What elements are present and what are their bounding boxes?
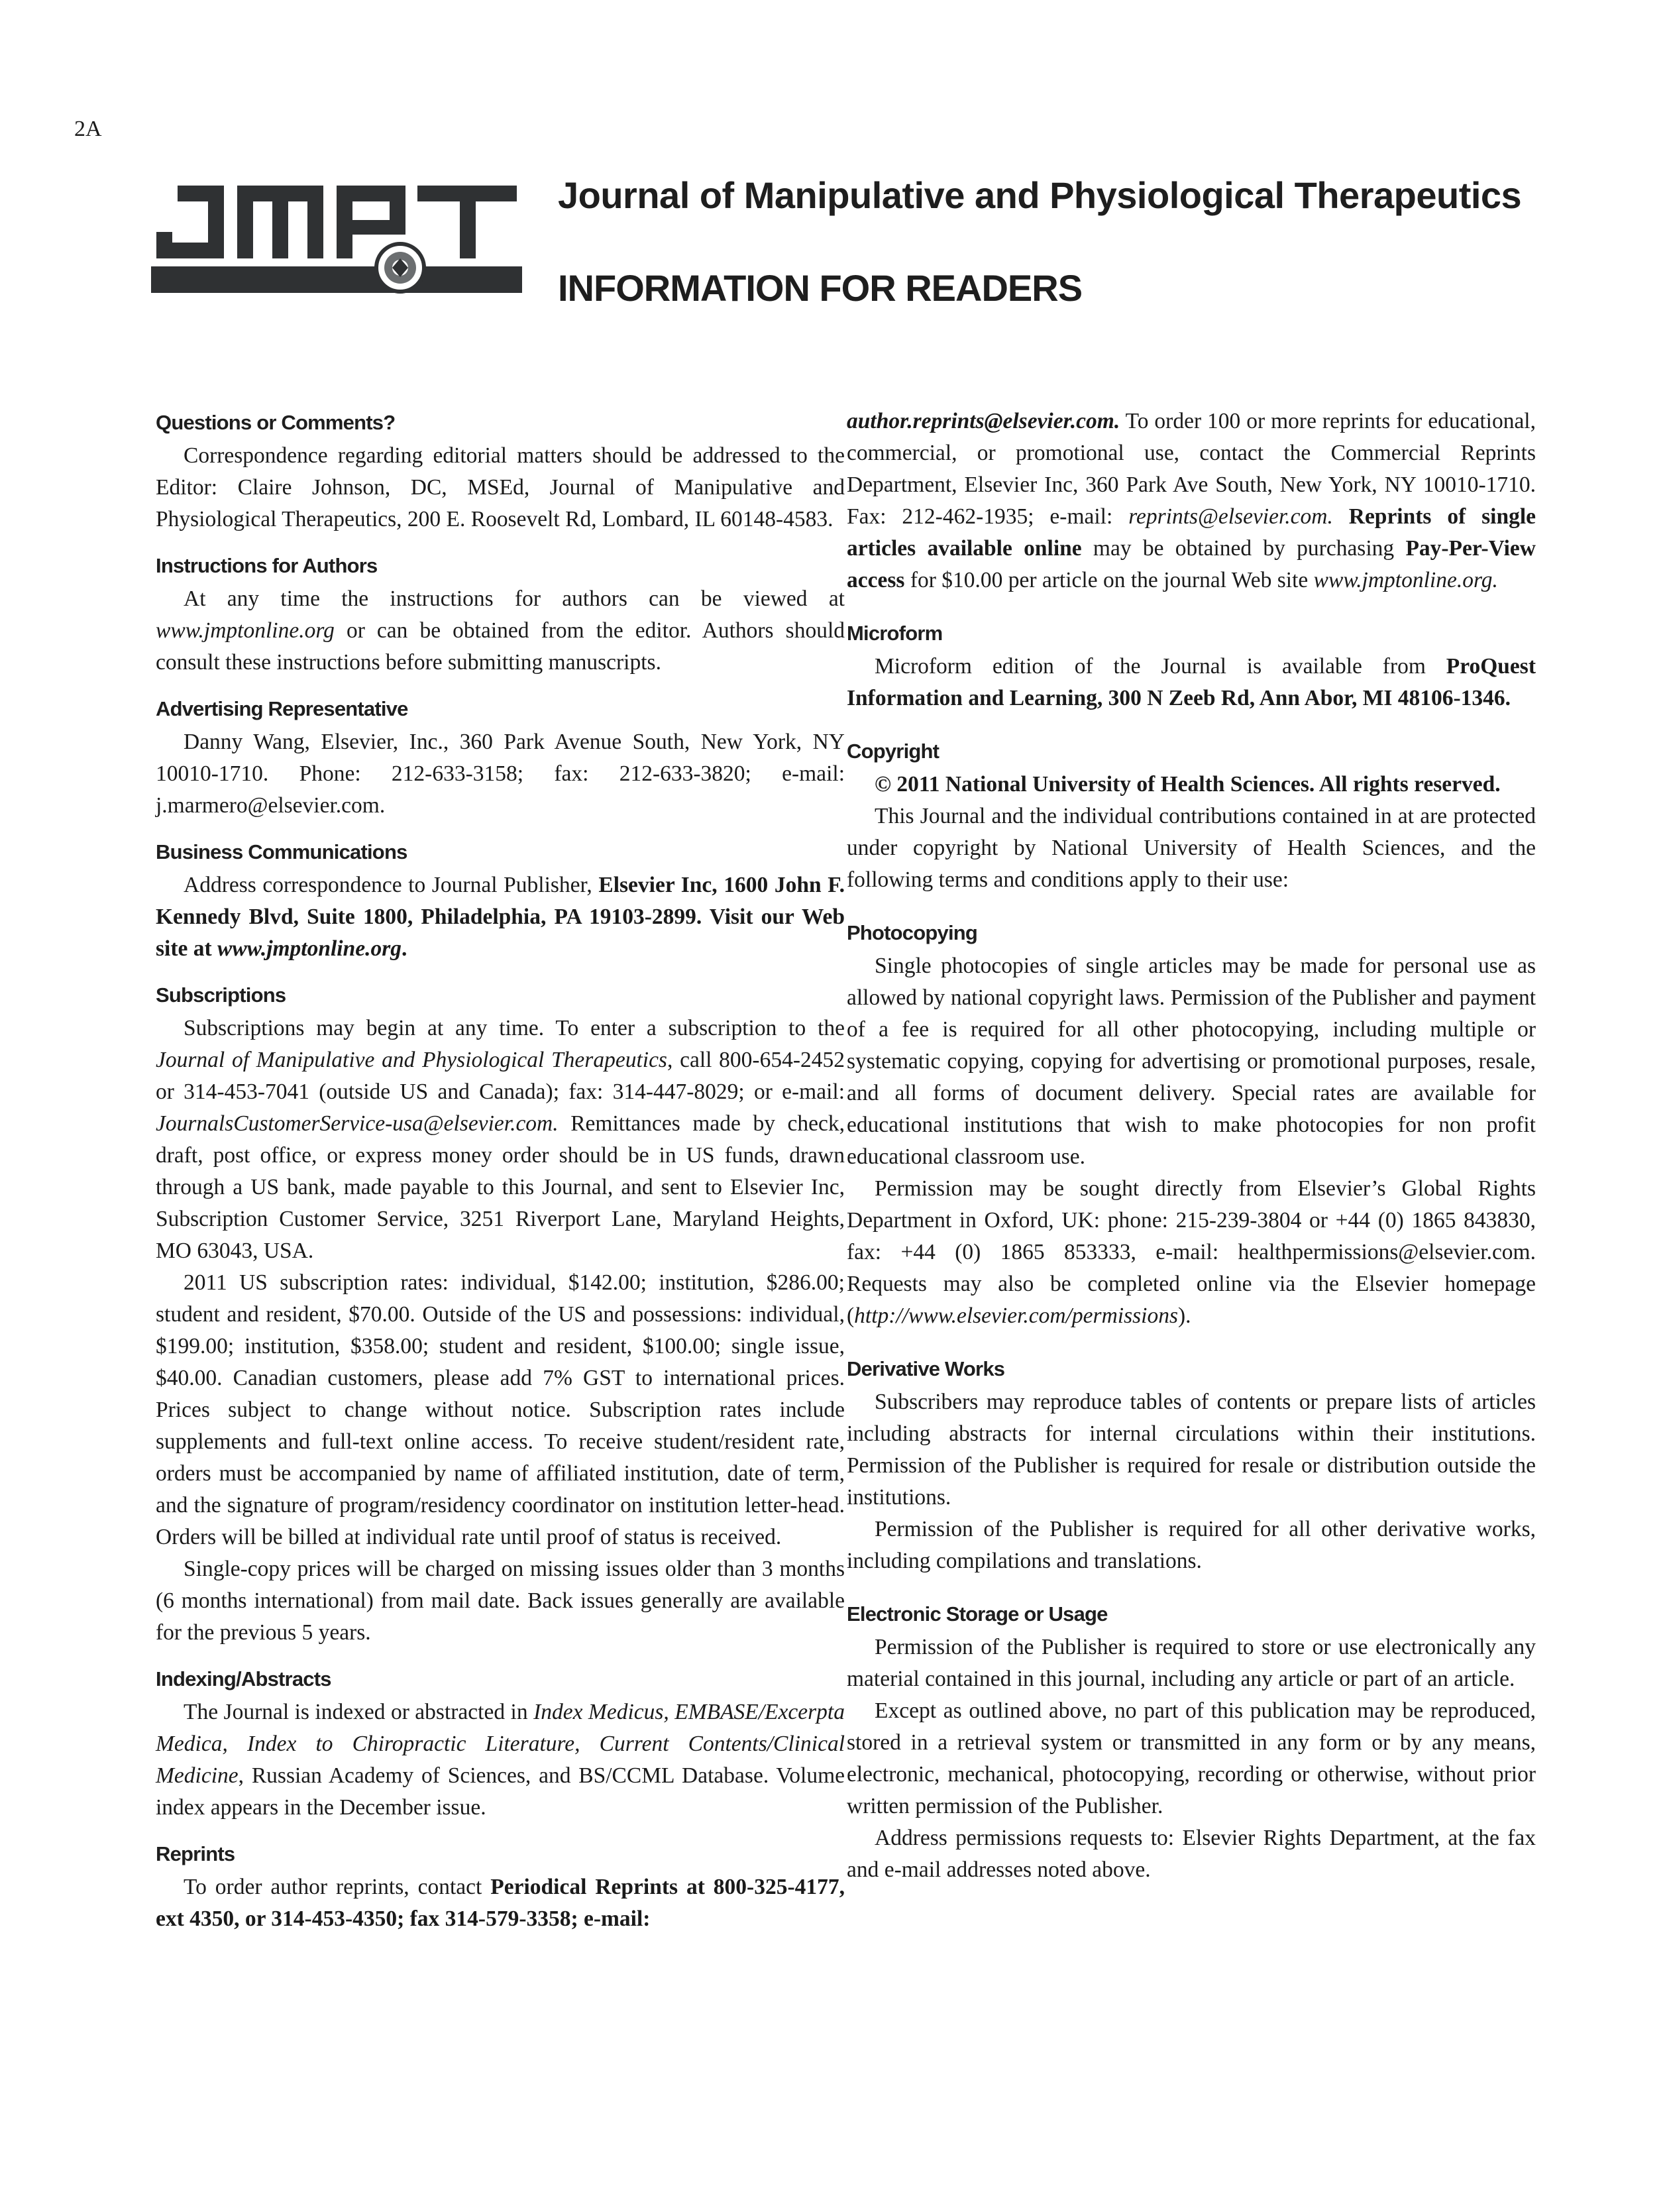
section-heading: Business Communications: [156, 840, 407, 863]
page-heading: INFORMATION FOR READERS: [558, 267, 1083, 309]
reprints-email-link[interactable]: author.reprints@elsevier.com.: [847, 409, 1120, 433]
body-text: Remittances made by check, draft, post office, or express money order should be in US funds, drawn through a US bank, made payable to this Journal, and sent to Elsevier Inc, Subscription Customer Service, 3251 Riverport Lane, Maryland Heights, MO 63043, USA.: [156, 1111, 845, 1263]
body-text: for $10.00 per article on the journal Web site: [904, 568, 1314, 592]
section-questions: [156, 406, 845, 535]
journal-title: Journal of Manipulative and Physiological Therapeutics: [558, 174, 1522, 216]
section-photocopying: [847, 916, 1536, 1332]
section-body: This Journal and the individual contributions contained in at are protected under copyright by National University of Health Sciences, and the following terms and conditions apply to their use:: [847, 804, 1536, 892]
single-copy-prices: Single-copy prices will be charged on missing issues older than 3 months (6 months international) from mail date. Back issues generally are available for the previous 5 years.: [156, 1557, 845, 1645]
section-body: Permission of the Publisher is required for all other derivative works, including compilations and translations.: [847, 1517, 1536, 1573]
body-text: Subscriptions may begin at any time. To enter a subscription to the: [184, 1016, 845, 1040]
reprints-email-link-2[interactable]: reprints@elsevier.com.: [1128, 504, 1333, 529]
index-names: Index Medicus, EMBASE/Excerpta Medica, Index to Chiropractic Literature, Current Contents/Clinical Medicine: [156, 1700, 845, 1788]
body-text: At any time the instructions for authors can be viewed at: [184, 586, 845, 611]
body-text: To order author reprints, contact: [184, 1875, 491, 1899]
page-number: 2A: [74, 117, 102, 141]
section-heading: Microform: [847, 622, 943, 645]
section-body: Subscribers may reproduce tables of contents or prepare lists of articles including abstracts for internal circulations within their institutions. Permission of the Publisher is required for resale or distribution outside the institutions.: [847, 1390, 1536, 1510]
section-instructions: [156, 549, 845, 679]
proquest-address: ProQuest Information and Learning, 300 N Zeeb Rd, Ann Abor, MI 48106-1346.: [847, 654, 1536, 710]
section-body: [847, 651, 1536, 714]
body-text: , Russian Academy of Sciences, and BS/CCML Database. Volume index appears in the December issue.: [156, 1763, 845, 1820]
journal-url-link[interactable]: www.jmptonline.org: [156, 618, 335, 643]
section-heading: Advertising Representative: [156, 697, 408, 720]
section-body: [156, 869, 845, 965]
jmpt-logo: [151, 180, 522, 298]
section-body: [156, 1871, 845, 1935]
section-body: [156, 583, 845, 679]
section-heading: Electronic Storage or Usage: [847, 1602, 1108, 1626]
left-column: [156, 406, 845, 1935]
section-electronic-storage: [847, 1597, 1536, 1886]
body-text: may be obtained by purchasing: [1081, 536, 1406, 561]
section-subscriptions: [156, 978, 845, 1649]
publisher-address: Elsevier Inc, 1600 John F. Kennedy Blvd, Suite 1800, Philadelphia, PA 19103-2899. Visit our Web site at: [156, 873, 845, 961]
section-body: Correspondence regarding editorial matters should be addressed to the Editor: Claire Johnson, DC, MSEd, Journal of Manipulative and Physiological Therapeutics, 200 E. Roosevelt Rd, Lombard, IL 60148-4583.: [156, 443, 845, 531]
section-copyright: [847, 734, 1536, 896]
body-text: , call 800-654-2452 or 314-453-7041 (outside US and Canada); fax: 314-447-8029; or e-mail:: [156, 1048, 845, 1104]
section-reprints: [156, 1837, 845, 1935]
section-heading: Questions or Comments?: [156, 411, 396, 434]
section-body: [847, 406, 1536, 596]
body-text: or can be obtained from the editor. Authors should consult these instructions before submitting manuscripts.: [156, 618, 845, 675]
body-text: Address correspondence to Journal Publisher,: [184, 873, 599, 897]
section-heading: Subscriptions: [156, 983, 286, 1007]
right-column: [847, 406, 1536, 1886]
section-advertising: [156, 692, 845, 822]
section-reprints-continued: [847, 406, 1536, 596]
journal-url-link[interactable]: www.jmptonline.org.: [1313, 568, 1498, 592]
journal-url-link[interactable]: www.jmptonline.org: [217, 936, 402, 961]
section-body: [847, 1173, 1536, 1332]
section-heading: Photocopying: [847, 921, 978, 944]
body-text: Permission may be sought directly from Elsevier’s Global Rights Department in Oxford, UK: phone: 215-239-3804 or +44 (0) 1865 843830, fax: +44 (0) 1865 853333, e-mail: healthpermissions@elsevier.com. Requests may also be completed online via the Elsevier homepage (: [847, 1176, 1536, 1328]
journal-name: Journal of Manipulative and Physiological Therapeutics: [156, 1048, 667, 1072]
section-heading: Reprints: [156, 1842, 235, 1865]
body-text: .: [402, 936, 407, 961]
section-heading: Copyright: [847, 740, 940, 763]
section-heading: Derivative Works: [847, 1357, 1005, 1380]
body-text: The Journal is indexed or abstracted in: [184, 1700, 534, 1724]
section-microform: [847, 616, 1536, 714]
subscription-rates: 2011 US subscription rates: individual, $142.00; institution, $286.00; student and resident, $70.00. Outside of the US and possessions: individual, $199.00; institution, $358.00; student and resident, $100.00; single issue, $40.00. Canadian customers, please add 7% GST to international prices. Prices subject to change without notice. Subscription rates include supplements and full-text online access. To receive student/resident rate, orders must be accompanied by name of affiliated institution, date of term, and the signature of program/residency coordinator on institution letter-head. Orders will be billed at individual rate until proof of status is received.: [156, 1270, 845, 1549]
section-body: Address permissions requests to: Elsevier Rights Department, at the fax and e-mail addresses noted above.: [847, 1826, 1536, 1882]
section-body: [156, 1696, 845, 1824]
body-text: ).: [1177, 1303, 1191, 1328]
section-business: [156, 835, 845, 965]
section-heading: Instructions for Authors: [156, 554, 378, 577]
pay-per-view: Pay-Per-View access: [847, 536, 1536, 592]
section-body: [156, 1013, 845, 1267]
permissions-url-link[interactable]: http://www.elsevier.com/permissions: [854, 1303, 1178, 1328]
section-heading: Indexing/Abstracts: [156, 1667, 331, 1690]
section-indexing: [156, 1662, 845, 1824]
section-body: Danny Wang, Elsevier, Inc., 360 Park Avenue South, New York, NY 10010-1710. Phone: 212-633-3158; fax: 212-633-3820; e-mail: j.marmero@elsevier.com.: [156, 730, 845, 818]
copyright-notice: © 2011 National University of Health Sciences. All rights reserved.: [875, 772, 1501, 797]
single-articles-online: Reprints of single articles available online: [847, 504, 1536, 561]
section-body: Single photocopies of single articles may be made for personal use as allowed by national copyright laws. Permission of the Publisher and payment of a fee is required for all other photocopying, including multiple or systematic copying, copying for advertising or promotional purposes, resale, and all forms of document delivery. Special rates are available for educational institutions that wish to make photocopies for non profit educational classroom use.: [847, 954, 1536, 1169]
section-body: Except as outlined above, no part of this publication may be reproduced, stored in a retrieval system or transmitted in any form or by any means, electronic, mechanical, photocopying, recording or otherwise, without prior written permission of the Publisher.: [847, 1698, 1536, 1818]
body-text: Microform edition of the Journal is available from: [875, 654, 1446, 679]
reprints-contact: Periodical Reprints at 800-325-4177, ext 4350, or 314-453-4350; fax 314-579-3358; e-mail:: [156, 1875, 845, 1931]
subscription-email-link[interactable]: JournalsCustomerService-usa@elsevier.com.: [156, 1111, 559, 1136]
section-derivative-works: [847, 1352, 1536, 1577]
section-body: Permission of the Publisher is required to store or use electronically any material contained in this journal, including any article or part of an article.: [847, 1635, 1536, 1691]
body-text: To order 100 or more reprints for educational, commercial, or promotional use, contact the Commercial Reprints Department, Elsevier Inc, 360 Park Ave South, New York, NY 10010-1710. Fax: 212-462-1935; e-mail:: [847, 409, 1536, 529]
